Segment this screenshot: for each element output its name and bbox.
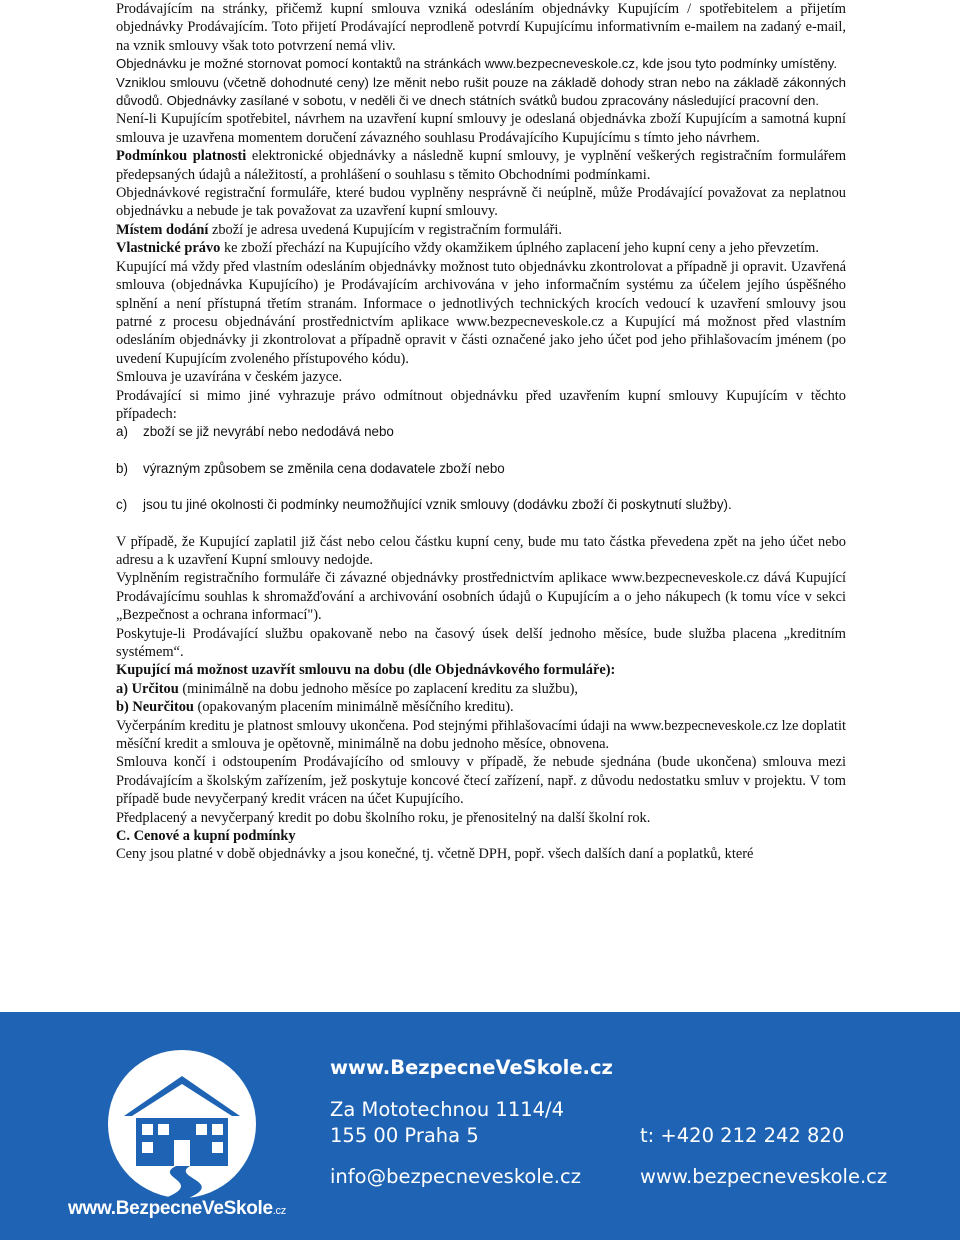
term-indefinite: b) Neurčitou (opakovaným placením minimálně měsíčního kreditu).	[116, 699, 514, 716]
ownership-text: ke zboží přechází na Kupujícího vždy okamžikem úplného zaplacení jeho kupní ceny a jeho převzetím.	[220, 240, 819, 257]
footer-phone: t: +420 212 242 820	[640, 1124, 845, 1147]
document-body	[116, 0, 846, 864]
delivery-bold: Místem dodání	[116, 221, 209, 238]
list-item-label: b)	[116, 460, 128, 476]
logo-wordmark: www.BezpecneVeSkole.cz	[68, 1198, 286, 1219]
validity-bold: Podmínkou platnosti	[116, 148, 247, 165]
footer-address-city: 155 00 Praha 5	[330, 1124, 479, 1147]
list-item-text: zboží se již nevyrábí nebo nedodává nebo	[143, 424, 394, 440]
paragraph-credit-system: Poskytuje-li Prodávající službu opakovaně nebo na časový úsek delší jednoho měsíce, bude služba placena „kreditním systémem“.	[116, 625, 846, 660]
section-heading-c: C. Cenové a kupní podmínky	[116, 828, 296, 845]
paragraph-order-acceptance: Prodávajícím na stránky, přičemž kupní smlouva vzniká odesláním objednávky Kupujícím / spotřebitelem a přijetím objednávky Prodávajícím. Toto přijetí Prodávající neprodleně potvrdí Kupujícímu informativním e-mailem na zadaný e-mail, na vznik smlouvy však toto potvrzení nemá vliv.	[116, 1, 846, 54]
school-house-icon	[60, 1042, 310, 1202]
paragraph-contract-change: Vzniklou smlouvu (včetně dohodnuté ceny) lze měnit nebo rušit pouze na základě dohody stran nebo na základě zákonných důvodů. Objednávky zasílané v sobotu, v neděli či ve dnech státních svátků budou zpracovány následující pracovní den.	[116, 74, 846, 109]
school-logo	[60, 1042, 310, 1227]
paragraph-non-consumer: Není-li Kupujícím spotřebitel, návrhem na uzavření kupní smlouvy je odeslaná objednávka zboží Kupujícím a samotná kupní smlouva je uzavřena momentem doručení závazného souhlasu Prodávajícího Kupujícímu s tímto jeho návrhem.	[116, 111, 846, 146]
list-item-text: jsou tu jiné okolnosti či podmínky neumožňující vznik smlouvy (dodávku zboží či poskytnutí služby).	[143, 497, 732, 513]
paragraph-prepaid: Předplacený a nevyčerpaný kredit po dobu školního roku, je přenositelný na další školní rok.	[116, 809, 651, 826]
list-item	[116, 423, 846, 441]
delivery-text: zboží je adresa uvedená Kupujícím v registračním formuláři.	[208, 221, 562, 238]
paragraph-consent: Vyplněním registračního formuláře či závazné objednávky prostřednictvím aplikace www.bezpecneveskole.cz dává Kupující Prodávajícímu souhlas k shromažďování a archivování osobních údajů o Kupujícím a o jeho nákupech (k tomu více v sekci „Bezpečnost a ochrana informací").	[116, 570, 846, 624]
paragraph-credit-end: Vyčerpáním kreditu je platnost smlouvy ukončena. Pod stejnými přihlašovacími údaji na www.bezpecneveskole.cz lze doplatit měsíční kredit a smlouva je opětovně, minimálně na dobu jednoho měsíce, obnovena.	[116, 717, 846, 753]
paragraph-prices: Ceny jsou platné v době objednávky a jsou konečné, tj. včetně DPH, popř. všech dalších daní a poplatků, které	[116, 846, 754, 863]
paragraph-termination: Smlouva končí i odstoupením Prodávajícího od smlouvy v případě, že nebude sjednána (bude ukončena) smlouva mezi Prodávajícím a školským zařízením, jež poskytuje koncové čtecí zařízení, např. z důvodu nedostatku smluv v projektu. V tom případě bude nevyčerpaný kredit vrácen na účet Kupujícího.	[116, 754, 846, 808]
paragraph-ownership	[116, 239, 846, 257]
ownership-bold: Vlastnické právo	[116, 240, 221, 257]
paragraph-refund: V případě, že Kupující zaplatil již část nebo celou částku kupní ceny, bude mu tato částka převedena zpět na jeho účet nebo adresu a k uzavření Kupní smlouvy nedojde.	[116, 533, 846, 568]
list-item-label: a)	[116, 424, 128, 440]
paragraph-cancel-order: Objednávku je možné stornovat pomocí kontaktů na stránkách www.bezpecneveskole.cz, kde jsou tyto podmínky umístěny.	[116, 56, 838, 72]
list-item	[116, 460, 846, 478]
paragraph-registration-forms: Objednávkové registrační formuláře, které budou vyplněny nesprávně či neúplně, může Prodávající považovat za neplatnou objednávku a nebude je tak považovat za uzavření kupní smlouvy.	[116, 185, 846, 220]
paragraph-delivery-place	[116, 221, 846, 239]
list-item-text: výrazným způsobem se změnila cena dodavatele zboží nebo	[143, 460, 505, 476]
paragraph-check-order: Kupující má vždy před vlastním odesláním objednávky možnost tuto objednávku zkontrolovat a případně ji opravit. Uzavřená smlouva (objednávka Kupujícího) je Prodávajícím archivována v jeho informačním systému za účelem jejího úspěšného splnění a není přístupná třetím stranám. Informace o jednotlivých technických krocích vedoucí k uzavření smlouvy jsou patrné z procesu objednávání prostřednictvím aplikace www.bezpecneveskole.cz a Kupující má možnost před vlastním odesláním objednávky ji zkontrolovat a případně opravit v části označené jako jeho účet pod jeho přihlašovacím jménem (po uvedení Kupujícím zvoleného přístupového kódu).	[116, 258, 846, 367]
list-item	[116, 496, 846, 514]
paragraph-refusal-intro: Prodávající si mimo jiné vyhrazuje právo odmítnout objednávku před uzavřením kupní smlouvy Kupujícím v těchto případech:	[116, 387, 846, 422]
validity-text: elektronické objednávky a následně kupní smlouvy, je vyplnění veškerých registračním formulářem předepsaných údajů a náležitostí, a prohlášení o souhlasu s těmito Obchodními podmínkami.	[116, 148, 847, 183]
footer-email[interactable]: info@bezpecneveskole.cz	[330, 1165, 581, 1188]
term-heading: Kupující má možnost uzavřít smlouvu na dobu (dle Objednávkového formuláře):	[116, 662, 616, 679]
paragraph-language: Smlouva je uzavírána v českém jazyce.	[116, 369, 343, 386]
footer-website-title[interactable]: www.BezpecneVeSkole.cz	[330, 1056, 613, 1079]
footer-band	[0, 1012, 960, 1240]
footer-address-street: Za Mototechnou 1114/4	[330, 1098, 565, 1121]
list-item-label: c)	[116, 497, 128, 513]
footer-website[interactable]: www.bezpecneveskole.cz	[640, 1165, 888, 1188]
paragraph-validity	[116, 147, 846, 184]
term-definite: a) Určitou (minimálně na dobu jednoho měsíce po zaplacení kreditu za službu),	[116, 680, 578, 697]
